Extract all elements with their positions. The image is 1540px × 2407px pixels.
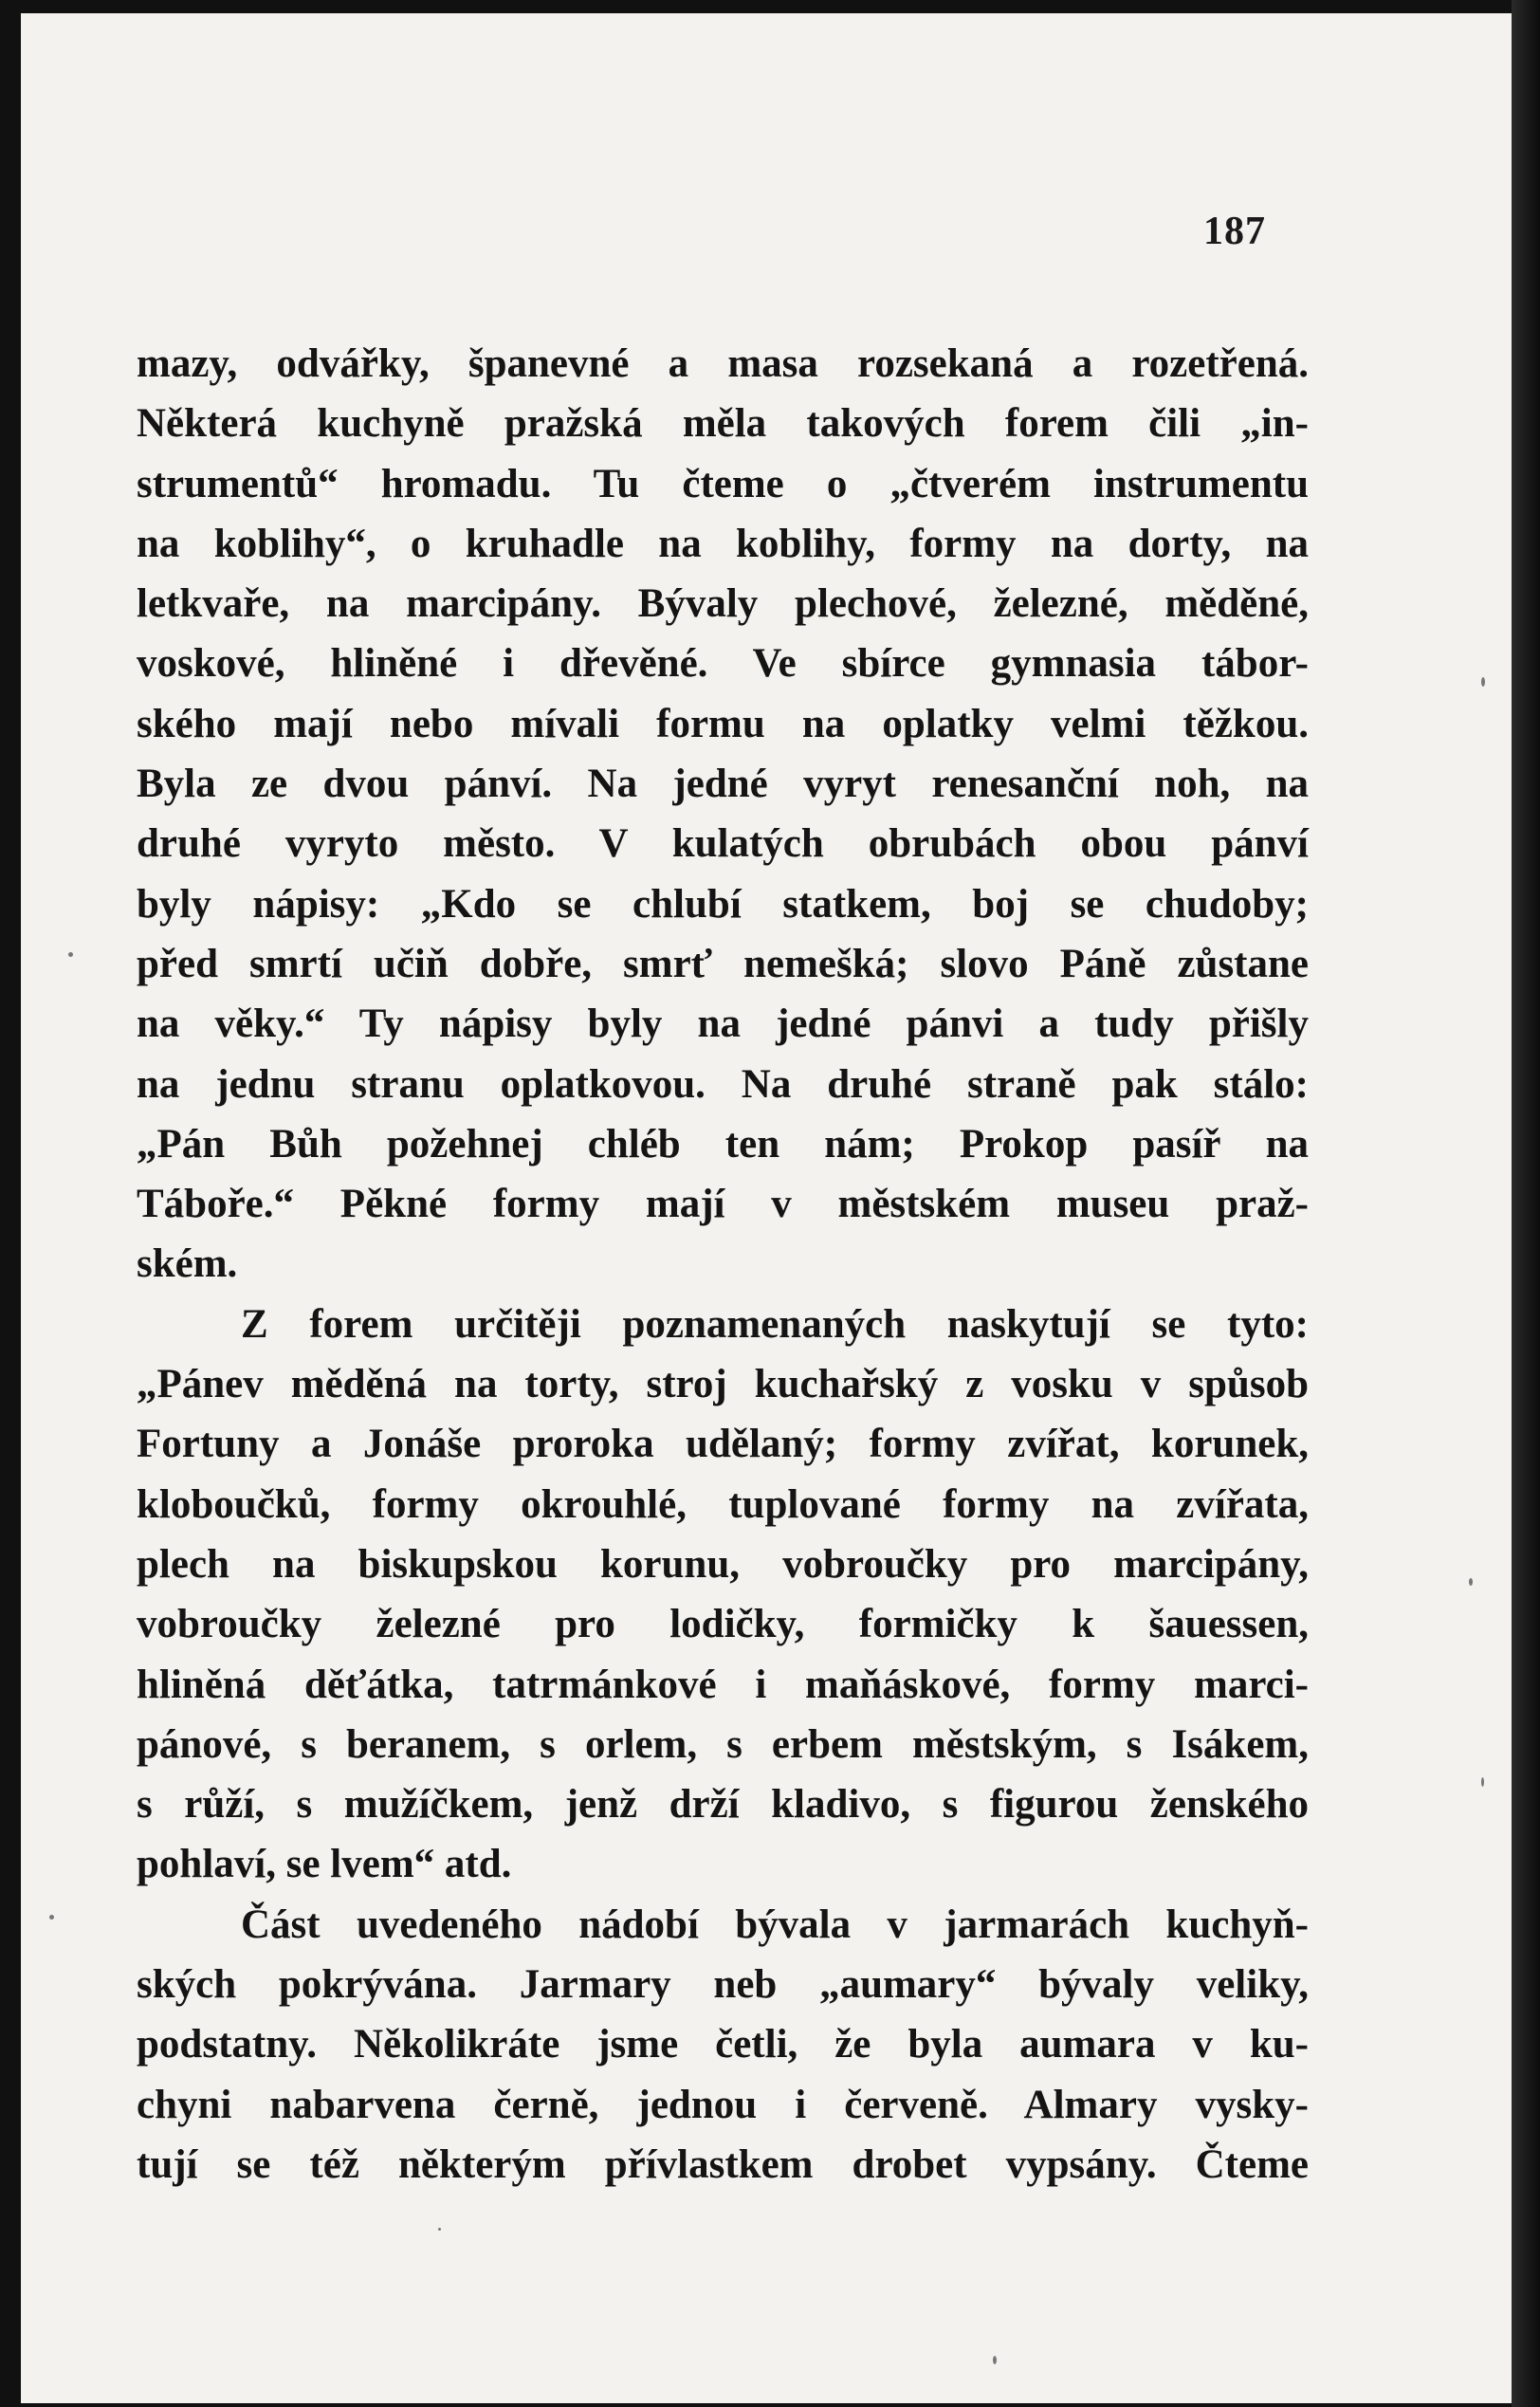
text-line: plech na biskupskou korunu, vobroučky pro marcipány,: [137, 1541, 1309, 1587]
text-line: „Pán Bůh požehnej chléb ten nám; Prokop pasíř na: [137, 1121, 1309, 1167]
text-line: hliněná děťátka, tatrmánkové i maňáskové, formy marci-: [137, 1662, 1309, 1707]
paper-speck: [68, 952, 73, 957]
text-line: podstatny. Několikráte jsme četli, že byla aumara v ku-: [137, 2022, 1309, 2067]
text-line: tují se též některým přívlastkem drobet vypsány. Čteme: [137, 2141, 1309, 2187]
text-line: na věky.“ Ty nápisy byly na jedné pánvi a tudy přišly: [137, 1001, 1309, 1047]
text-line: Fortuny a Jonáše proroka udělaný; formy zvířat, korunek,: [137, 1422, 1309, 1467]
paper-speck: [438, 2228, 441, 2231]
body-text: [137, 334, 1309, 2195]
text-line: mazy, odvářky, španevné a masa rozsekaná a rozetřená.: [137, 341, 1309, 386]
text-line: „Pánev měděná na torty, stroj kuchařský z vosku v spůsob: [137, 1362, 1309, 1407]
text-line: Táboře.“ Pěkné formy mají v městském museu praž-: [137, 1182, 1309, 1227]
text-line: strumentů“ hromadu. Tu čteme o „čtverém instrumentu: [137, 461, 1309, 506]
text-line: voskové, hliněné i dřevěné. Ve sbírce gymnasia tábor-: [137, 641, 1309, 687]
text-line: ských pokrývána. Jarmary neb „aumary“ bývaly veliky,: [137, 1962, 1309, 2008]
text-line: před smrtí učiň dobře, smrť nemešká; slovo Páně zůstane: [137, 941, 1309, 986]
text-line: chyni nabarvena černě, jednou i červeně. Almary vysky-: [137, 2082, 1309, 2127]
text-line: pohlaví, se lvem“ atd.: [137, 1842, 512, 1887]
text-line: Část uvedeného nádobí bývala v jarmarách kuchyň-: [241, 1902, 1309, 1947]
paper-speck: [49, 1915, 54, 1920]
paper-speck: [1469, 1578, 1473, 1586]
text-line: Některá kuchyně pražská měla takových forem čili „in-: [137, 401, 1309, 447]
paper-speck: [1481, 677, 1485, 687]
text-line: ském.: [137, 1241, 238, 1287]
text-line: na koblihy“, o kruhadle na koblihy, formy na dorty, na: [137, 521, 1309, 566]
page-number: 187: [1203, 210, 1266, 253]
text-line: kloboučků, formy okrouhlé, tuplované formy na zvířata,: [137, 1481, 1309, 1527]
text-line: s růží, s mužíčkem, jenž drží kladivo, s figurou ženského: [137, 1782, 1309, 1828]
scan-edge: [1512, 0, 1540, 2407]
text-line: Byla ze dvou pánví. Na jedné vyryt renesanční noh, na: [137, 762, 1309, 807]
text-line: na jednu stranu oplatkovou. Na druhé straně pak stálo:: [137, 1061, 1309, 1107]
paper-speck: [993, 2356, 997, 2364]
paper-speck: [1481, 1777, 1484, 1787]
text-line: druhé vyryto město. V kulatých obrubách obou pánví: [137, 821, 1309, 867]
text-line: letkvaře, na marcipány. Bývaly plechové, železné, měděné,: [137, 581, 1309, 627]
text-line: Z forem určitěji poznamenaných naskytují se tyto:: [241, 1301, 1309, 1347]
text-line: ského mají nebo mívali formu na oplatky velmi těžkou.: [137, 701, 1309, 746]
text-line: vobroučky železné pro lodičky, formičky k šauessen,: [137, 1602, 1309, 1647]
text-line: byly nápisy: „Kdo se chlubí statkem, boj se chudoby;: [137, 881, 1309, 927]
book-page: [21, 13, 1512, 2403]
text-line: pánové, s beranem, s orlem, s erbem městským, s Isákem,: [137, 1721, 1309, 1767]
